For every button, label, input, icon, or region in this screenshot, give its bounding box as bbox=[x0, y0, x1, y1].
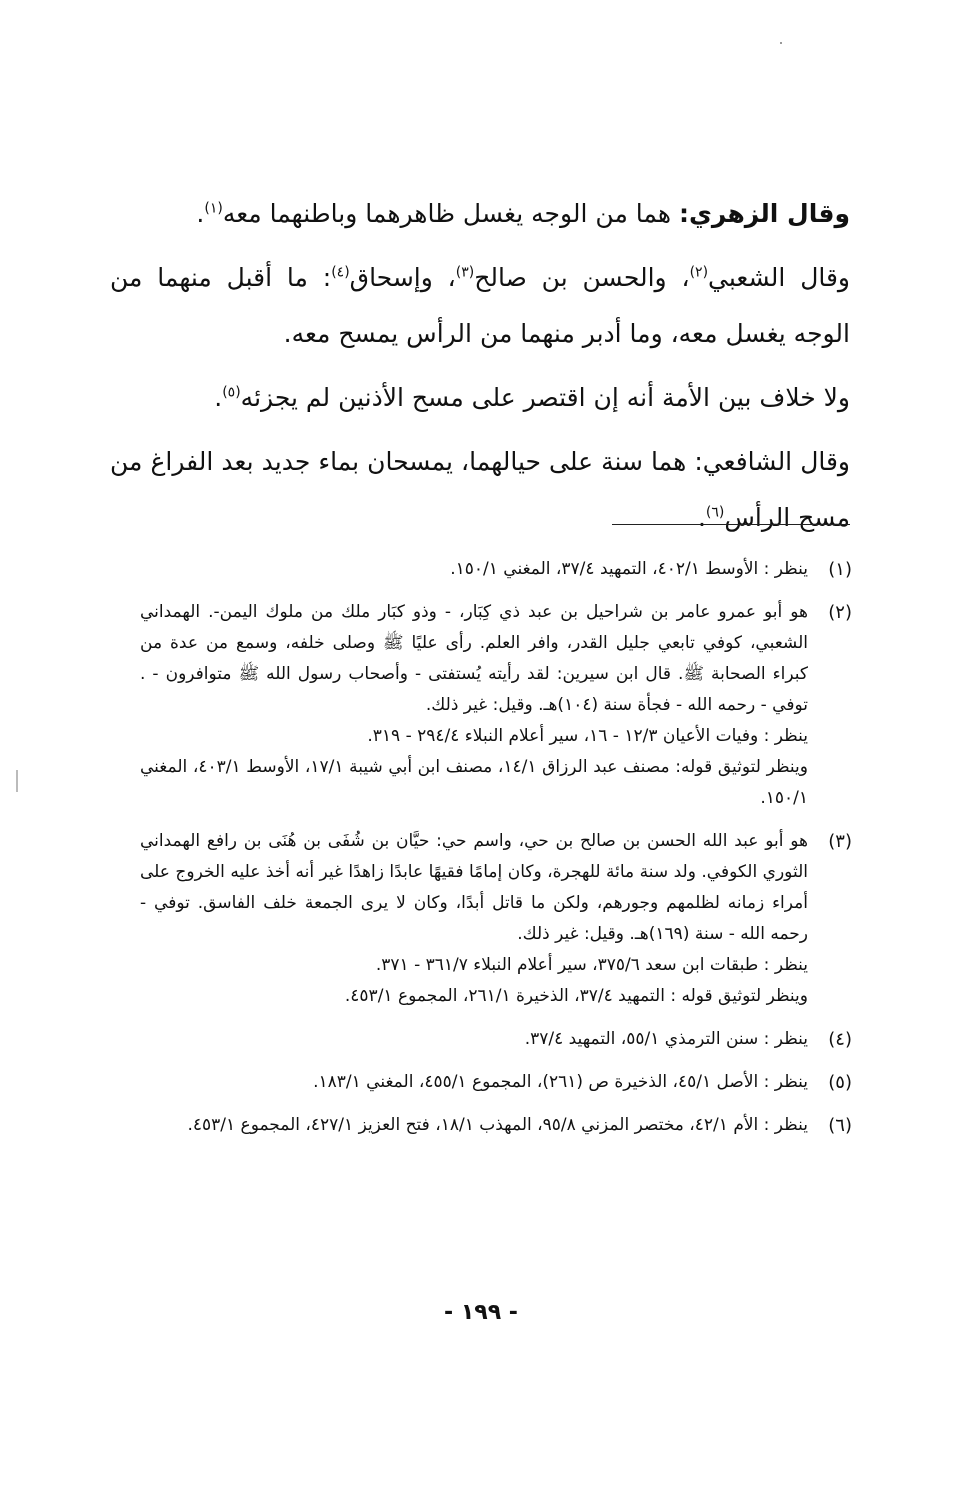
footnote-line: هو أبو عمرو عامر بن شراحيل بن عبد ذي كِبَار، - وذو كبَار ملك من ملوك اليمن-. الهمداني الشعبي، كوفي تابعي جليل القدر، وافر العلم. رأى عليًا ﷺ وصلى خلفه، وسمع من عدة من كبراء الصحابة ﷺ. قال ابن سيرين: لقد رأيته يُستفتى - وأصحاب رسول الله ﷺ متوافرون - . توفي - رحمه الله - فجأة سنة (١٠٤)هـ. وقيل: غير ذلك. bbox=[140, 602, 808, 715]
footnote-ref[interactable]: (٦) bbox=[705, 504, 725, 521]
paragraph-1 bbox=[110, 186, 850, 242]
paragraph-text: : ما أقبل منهما من الوجه يغسل معه، وما أدبر منهما من الرأس يمسح معه. bbox=[110, 263, 850, 348]
footnote-line: ينظر : وفيات الأعيان ١٢/٣ - ١٦، سير أعلام النبلاء ٢٩٤/٤ - ٣١٩. bbox=[367, 726, 808, 746]
footnote-body bbox=[140, 597, 808, 814]
footnote bbox=[140, 1024, 852, 1055]
paragraph-text: ، وإسحاق bbox=[349, 263, 456, 292]
scan-speck bbox=[780, 42, 782, 44]
footnote-ref[interactable]: (٢) bbox=[689, 264, 709, 281]
paragraph-4 bbox=[110, 434, 850, 546]
paragraph-text: ولا خلاف بين الأمة أنه إن اقتصر على مسح الأذنين لم يجزئه bbox=[240, 383, 850, 412]
footnote-ref[interactable]: (٤) bbox=[331, 264, 350, 281]
footnote-ref[interactable]: (٥) bbox=[222, 384, 241, 401]
speaker-lead: وقال الزهري: bbox=[679, 199, 850, 228]
scan-margin-mark bbox=[16, 770, 18, 792]
footnote bbox=[140, 554, 852, 585]
paragraph-text: هما من الوجه يغسل ظاهرهما وباطنهما معه bbox=[222, 199, 679, 228]
footnote-number: (٤) bbox=[828, 1029, 852, 1050]
footnote-line: ينظر : الأوسط ٤٠٢/١، التمهيد ٣٧/٤، المغني ١٥٠/١. bbox=[450, 559, 808, 579]
footnote-line: ينظر : سنن الترمذي ٥٥/١، التمهيد ٣٧/٤. bbox=[524, 1029, 808, 1049]
punctuation: . bbox=[214, 383, 223, 412]
footnote bbox=[140, 597, 852, 814]
footnote-ref[interactable]: (١) bbox=[204, 200, 223, 217]
footnote-number: (٢) bbox=[828, 602, 852, 623]
footnote-body bbox=[140, 1067, 808, 1098]
footnote-line: ينظر : طبقات ابن سعد ٣٧٥/٦، سير أعلام النبلاء ٣٦١/٧ - ٣٧١. bbox=[375, 955, 808, 975]
footnote bbox=[140, 1067, 852, 1098]
footnote-number: (٦) bbox=[828, 1115, 852, 1136]
footnote-body bbox=[140, 554, 808, 585]
footnote bbox=[140, 826, 852, 1012]
paragraph-text: وقال الشافعي: هما سنة على حيالهما، يمسحان بماء جديد بعد الفراغ من مسح الرأس bbox=[110, 447, 850, 532]
paragraph-3 bbox=[110, 370, 850, 426]
main-text bbox=[110, 186, 850, 554]
footnote-body bbox=[140, 826, 808, 1012]
footnote-body bbox=[140, 1024, 808, 1055]
footnote-number: (٣) bbox=[828, 831, 852, 852]
paragraph-2 bbox=[110, 250, 850, 362]
footnote-number: (٥) bbox=[828, 1072, 852, 1093]
footnote-line: ينظر : الأم ٤٢/١، مختصر المزني ٩٥/٨، المهذب ١٨/١، فتح العزيز ٤٢٧/١، المجموع ٤٥٣/١. bbox=[187, 1115, 808, 1135]
footnote-ref[interactable]: (٣) bbox=[455, 264, 475, 281]
paragraph-text: ، والحسن بن صالح bbox=[474, 263, 690, 292]
punctuation: . bbox=[196, 199, 205, 228]
footnote-divider bbox=[612, 524, 850, 525]
footnote-number: (١) bbox=[828, 559, 852, 580]
footnote-line: ينظر : الأصل ٤٥/١، الذخيرة ص (٢٦١)، المجموع ٤٥٥/١، المغني ١٨٣/١. bbox=[313, 1072, 808, 1092]
paragraph-text: وقال الشعبي bbox=[708, 263, 851, 292]
footnotes bbox=[140, 554, 852, 1153]
footnote-line: وينظر لتوثيق قوله: مصنف عبد الرزاق ١٤/١، مصنف ابن أبي شيبة ١٧/١، الأوسط ٤٠٣/١، المغني ١٥٠/١. bbox=[140, 757, 808, 808]
footnote-line: وينظر لتوثيق قوله : التمهيد ٣٧/٤، الذخيرة ٢٦١/١، المجموع ٤٥٣/١. bbox=[344, 986, 808, 1006]
footnote bbox=[140, 1110, 852, 1141]
footnote-line: هو أبو عبد الله الحسن بن صالح بن حي، واسم حي: حيَّان بن شُفَى بن هُنَى بن رافع الهمداني الثوري الكوفي. ولد سنة مائة للهجرة، وكان إمامًا فقيهًا عابدًا زاهدًا غير أنه أخذ عليه الخروج على أمراء زمانه لظلمهم وجورهم، ولكن ما قاتل أبدًا، وكان لا يرى الجمعة خلف الفاسق. توفي - رحمه الله - سنة (١٦٩)هـ. وقيل: غير ذلك. bbox=[140, 831, 808, 944]
punctuation: . bbox=[697, 503, 706, 532]
footnote-body bbox=[140, 1110, 808, 1141]
page-number: - ١٩٩ - bbox=[444, 1300, 518, 1325]
